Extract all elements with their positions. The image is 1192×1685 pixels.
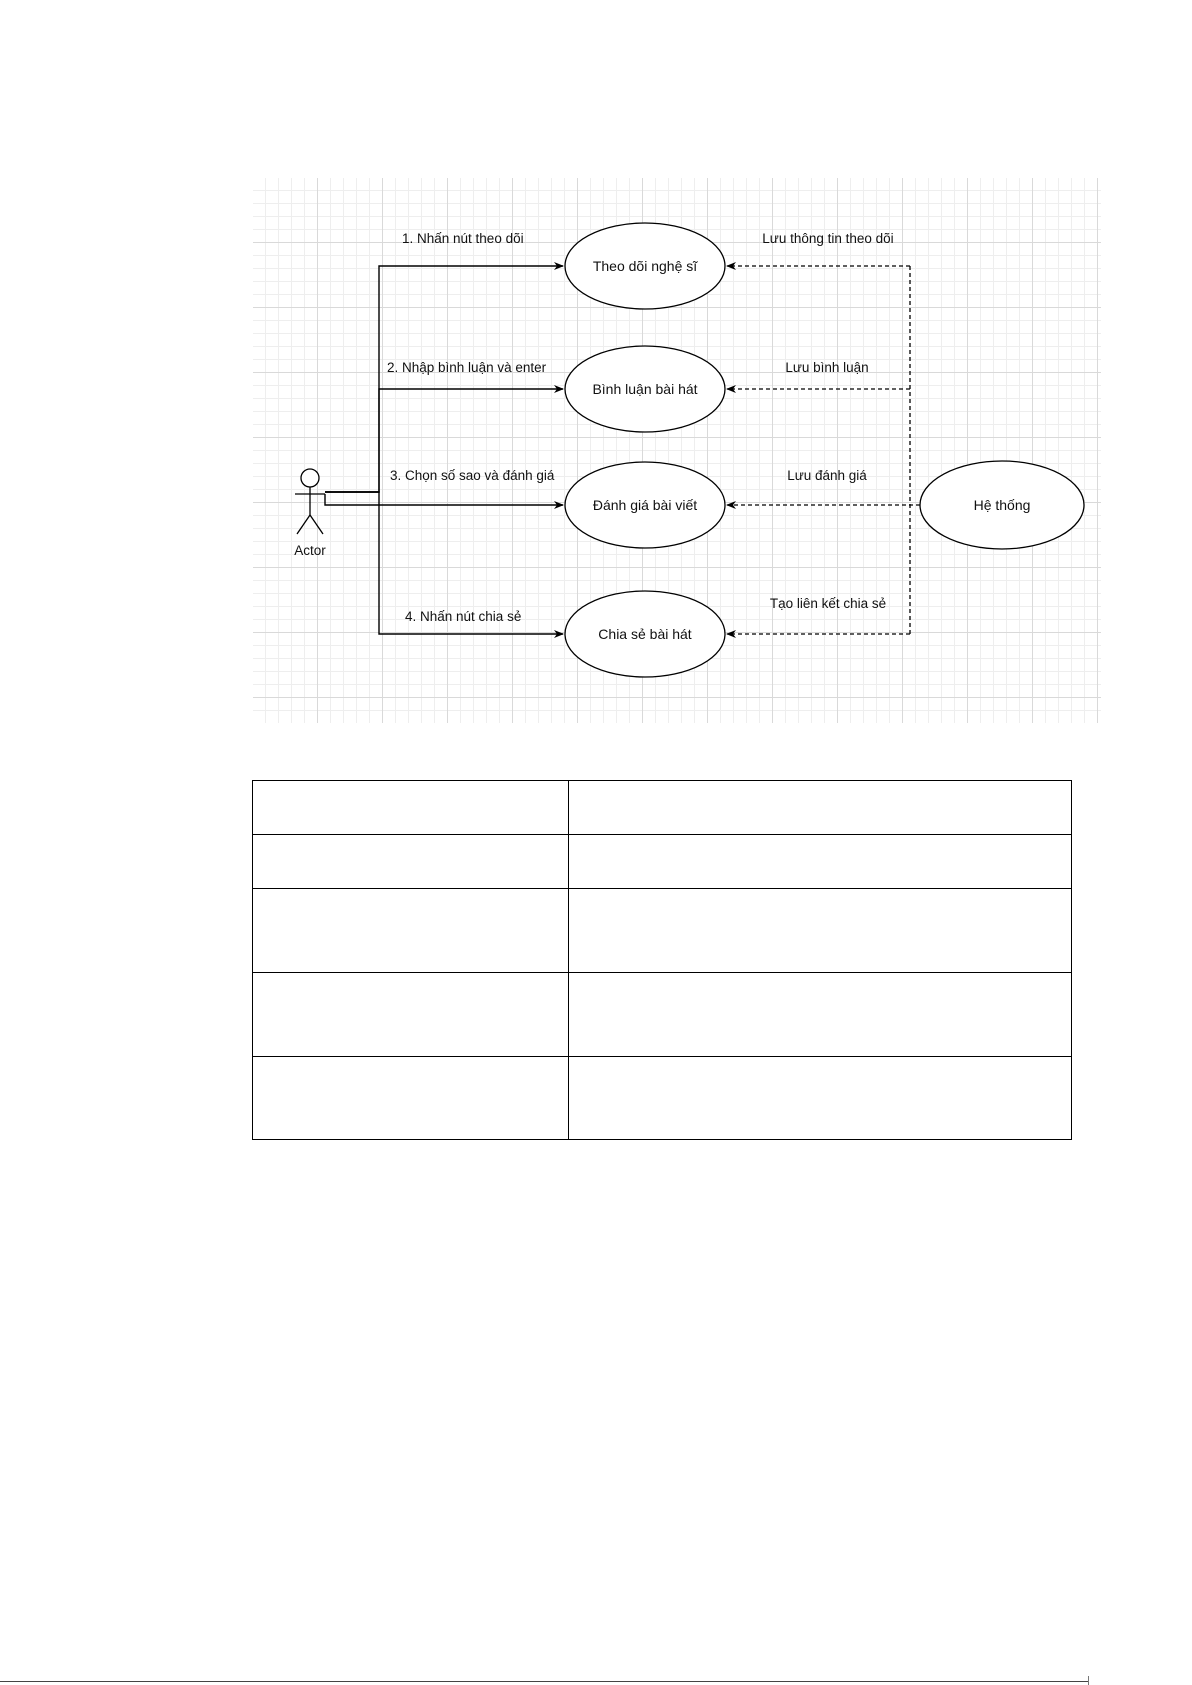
use-case-label: Đánh giá bài viết (592, 497, 698, 513)
table-cell (569, 835, 1072, 889)
use-case-rate-post[interactable] (565, 462, 725, 548)
system-step-label: Lưu đánh giá (787, 468, 867, 483)
system-connectors (727, 266, 920, 634)
use-case-comment-song[interactable] (565, 346, 725, 432)
actor-step-label: 1. Nhấn nút theo dõi (402, 231, 524, 246)
table-cell (253, 835, 569, 889)
system-node[interactable] (920, 461, 1084, 549)
table-cell (569, 1057, 1072, 1140)
connector-follow (325, 266, 563, 492)
table-cell (253, 973, 569, 1057)
actor-label: Actor (294, 543, 326, 558)
connector-rate (325, 494, 563, 505)
use-case-label: Chia sẻ bài hát (598, 626, 692, 642)
system-step-label: Lưu bình luận (785, 360, 869, 375)
diagram-canvas (253, 178, 1101, 723)
table-cell (253, 889, 569, 973)
description-table (252, 780, 1072, 1140)
table-row (253, 973, 1072, 1057)
footer-tick (1088, 1676, 1089, 1685)
table-cell (569, 889, 1072, 973)
actor-leg-right (310, 515, 323, 534)
actor-step-label: 2. Nhập bình luận và enter (387, 360, 547, 375)
table-row (253, 781, 1072, 835)
system-step-label: Lưu thông tin theo dõi (762, 231, 894, 246)
actor[interactable] (294, 469, 326, 558)
actor-leg-left (297, 515, 310, 534)
table-row (253, 1057, 1072, 1140)
footer-rule (0, 1681, 1088, 1682)
table-row (253, 889, 1072, 973)
table-cell (569, 781, 1072, 835)
actor-head (301, 469, 319, 487)
table-cell (253, 1057, 569, 1140)
use-case-follow-artist[interactable] (565, 223, 725, 309)
table-row (253, 835, 1072, 889)
actor-step-label: 4. Nhấn nút chia sẻ (405, 609, 522, 624)
use-case-share-song[interactable] (565, 591, 725, 677)
actor-step-label: 3. Chọn số sao và đánh giá (390, 468, 555, 483)
use-case-label: Bình luận bài hát (592, 381, 698, 397)
system-label: Hệ thống (973, 497, 1031, 513)
table-cell (569, 973, 1072, 1057)
actor-connectors (325, 266, 563, 634)
use-case-diagram (253, 178, 1101, 723)
use-case-label: Theo dõi nghệ sĩ (592, 258, 698, 274)
table-cell (253, 781, 569, 835)
system-step-label: Tạo liên kết chia sẻ (769, 596, 887, 611)
